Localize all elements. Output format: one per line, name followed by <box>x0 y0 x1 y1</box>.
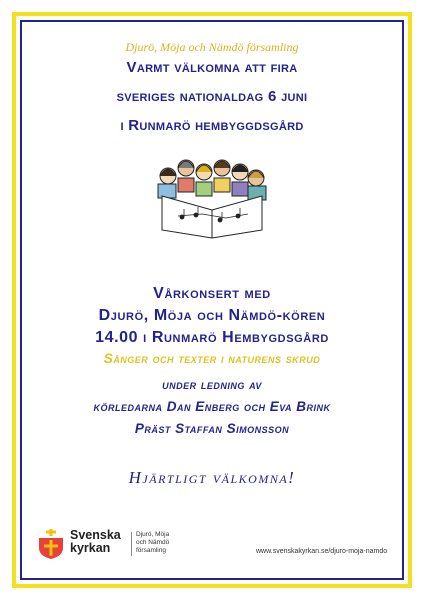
logo-parish-name: Djurö, Möja och Nämdö församling <box>136 531 170 554</box>
priest-name: Präst Staffan Simonsson <box>134 421 290 436</box>
heading-line-2: sveriges nationaldag 6 juni <box>116 88 308 105</box>
concert-title: Vårkonsert med <box>153 285 271 302</box>
logo-wordmark: Svenska kyrkan <box>70 528 121 555</box>
choir-illustration <box>148 154 276 242</box>
parish-name: Djurö, Möja och Nämdö församling <box>125 40 299 54</box>
svenska-kyrkan-logo-icon <box>36 528 66 560</box>
heading-line-1: Varmt välkomna att fira <box>126 59 298 76</box>
lead-intro: under ledning av <box>162 377 262 392</box>
choir-name: Djurö, Möja och Nämdö-kören <box>98 307 326 324</box>
welcome-message: Hjärtligt välkomna! <box>128 468 296 487</box>
heading-line-3: i Runmarö hembyggdsgård <box>120 117 304 134</box>
choir-leaders: körledarna Dan Enberg och Eva Brink <box>93 399 331 414</box>
website-url[interactable]: www.svenskakyrkan.se/djuro-moja-namdo <box>256 548 388 555</box>
time-and-place: 14.00 i Runmarö Hembygdsgård <box>95 329 329 346</box>
logo-divider <box>131 532 132 556</box>
concert-theme: Sånger och texter i naturens skrud <box>103 351 321 366</box>
